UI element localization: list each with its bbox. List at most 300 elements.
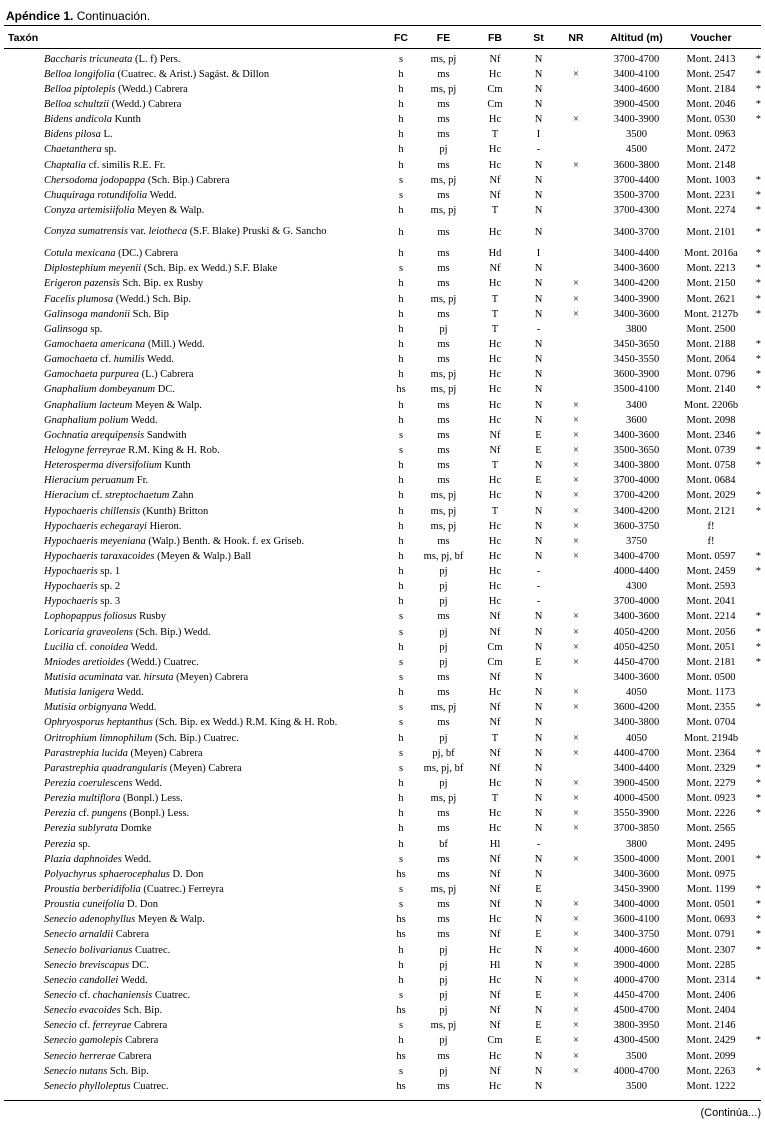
cell-fb: Hl xyxy=(489,838,501,850)
cell-altitud: 4000-4400 xyxy=(613,566,660,578)
table-row xyxy=(4,292,761,307)
cell-voucher: Mont. 2214 xyxy=(686,611,736,623)
cell-st: E xyxy=(535,884,542,896)
cell-fc: h xyxy=(398,944,404,956)
cell-voucher: Mont. 2029 xyxy=(686,490,736,502)
cell-st: N xyxy=(534,159,543,171)
cell-altitud: 3600-4200 xyxy=(613,702,660,714)
cell-altitud: 3400 xyxy=(626,399,647,411)
cell-nr xyxy=(557,670,595,685)
taxon-author: (S.F. Blake) Pruski & G. Sancho xyxy=(187,226,327,238)
cell-voucher: Mont. 2355 xyxy=(686,702,736,714)
cell-fc: h xyxy=(398,596,404,608)
cell-fc: s xyxy=(398,990,404,1001)
cell-altitud: 4400-4700 xyxy=(613,747,660,759)
cell-fc: hs xyxy=(396,1050,406,1062)
table-row xyxy=(4,474,761,489)
taxon-author: (Sch. Bip. ex Wedd.) S.F. Blake xyxy=(141,263,278,275)
taxon-name: Hypochaeris xyxy=(44,581,98,593)
table-row xyxy=(4,262,761,277)
table-row xyxy=(4,173,761,188)
cell-fc: h xyxy=(398,974,404,986)
taxon-author: Cabrera xyxy=(115,1050,152,1062)
taxon-name: Chuquiraga rotundifolia xyxy=(44,189,148,201)
taxon-author: cf. xyxy=(75,808,92,820)
taxon-name: Bidens andicola xyxy=(44,114,112,126)
cell-fb: Nf xyxy=(489,1065,501,1077)
cell-st: E xyxy=(535,1020,542,1032)
taxon-author: (Bonpl.) Less. xyxy=(120,793,183,805)
cell-fc: h xyxy=(398,505,404,517)
cell-fe: pj xyxy=(439,641,448,653)
taxon-author: (DC.) Cabrera xyxy=(115,248,179,260)
cell-fc: h xyxy=(398,1035,404,1047)
cell-star xyxy=(744,580,761,595)
cell-fb: Nf xyxy=(489,672,501,684)
cell-voucher: Mont. 2593 xyxy=(686,581,736,593)
cell-voucher: Mont. 2274 xyxy=(686,204,736,216)
cell-fb: Hc xyxy=(488,278,502,290)
cell-fc: h xyxy=(398,641,404,653)
cell-voucher: Mont. 2127b xyxy=(683,308,739,320)
cell-altitud: 3400-3600 xyxy=(613,308,660,320)
cell-nr: × xyxy=(573,505,579,517)
taxon-name: humilis xyxy=(113,354,145,366)
taxon-author: Cuatrec. xyxy=(132,944,171,956)
table-row xyxy=(4,128,761,143)
table-row xyxy=(4,113,761,128)
caption-label: Apéndice 1. xyxy=(6,9,74,23)
cell-star: * xyxy=(755,550,761,562)
table-row xyxy=(4,188,761,203)
cell-fb: T xyxy=(491,505,499,517)
cell-fb: Hc xyxy=(488,414,502,426)
taxon-author: L. xyxy=(100,129,113,141)
cell-st: N xyxy=(534,550,543,562)
cell-star xyxy=(744,143,761,158)
cell-star: * xyxy=(755,226,761,238)
cell-fe: ms xyxy=(437,68,450,80)
taxon-author: Cuatrec. xyxy=(130,1080,169,1092)
cell-taxon xyxy=(44,837,385,852)
cell-nr: × xyxy=(573,656,579,668)
taxon-author: cf. xyxy=(88,490,105,502)
cell-st: I xyxy=(536,248,541,260)
header-st: St xyxy=(533,32,544,44)
cell-fe: pj xyxy=(439,566,448,578)
table-row xyxy=(4,595,761,610)
cell-fb: Nf xyxy=(489,174,501,186)
cell-fc: h xyxy=(398,520,404,532)
table-row xyxy=(4,519,761,534)
table-row xyxy=(4,443,761,458)
cell-voucher: Mont. 2051 xyxy=(686,641,736,653)
table-row xyxy=(4,489,761,504)
cell-star: * xyxy=(755,762,761,774)
cell-fc: s xyxy=(398,1020,404,1032)
cell-nr: × xyxy=(573,1020,579,1032)
cell-altitud: 3700-4000 xyxy=(613,475,660,487)
cell-altitud: 3450-3900 xyxy=(613,884,660,896)
cell-taxon xyxy=(44,867,385,882)
cell-taxon xyxy=(44,731,385,746)
cell-altitud: 3400-4400 xyxy=(613,762,660,774)
taxon-author: Sch. Bip. xyxy=(107,1065,149,1077)
cell-st: N xyxy=(534,823,543,835)
header-fe: FE xyxy=(436,32,451,44)
cell-nr xyxy=(557,52,595,67)
cell-altitud: 4500-4700 xyxy=(613,1005,660,1017)
cell-altitud: 3400-3600 xyxy=(613,263,660,275)
cell-voucher: Mont. 2307 xyxy=(686,944,736,956)
cell-fc: h xyxy=(398,823,404,835)
cell-fb: Nf xyxy=(489,762,501,774)
cell-nr: × xyxy=(573,823,579,835)
cell-nr: × xyxy=(573,308,579,320)
cell-voucher: Mont. 1003 xyxy=(686,174,736,186)
cell-fe: ms xyxy=(437,475,450,487)
cell-voucher: Mont. 1222 xyxy=(686,1080,736,1092)
cell-fe: ms, pj xyxy=(430,369,457,381)
cell-st: N xyxy=(534,762,543,774)
cell-fb: T xyxy=(491,204,499,216)
continued-note: (Continúa...) xyxy=(700,1107,761,1119)
cell-altitud: 4000-4500 xyxy=(613,793,660,805)
cell-voucher: Mont. 0597 xyxy=(686,550,736,562)
cell-st: N xyxy=(534,747,543,759)
cell-nr: × xyxy=(573,520,579,532)
table-row xyxy=(4,413,761,428)
table-row xyxy=(4,973,761,988)
table-row xyxy=(4,640,761,655)
taxon-name: Lophopappus foliosus xyxy=(44,611,137,623)
cell-fe: ms xyxy=(437,808,450,820)
taxon-name: Plazia daphnoides xyxy=(44,853,122,865)
cell-taxon xyxy=(44,882,385,897)
cell-fb: Hd xyxy=(488,248,502,260)
table-row xyxy=(4,792,761,807)
cell-star: * xyxy=(755,248,761,260)
cell-voucher: Mont. 0530 xyxy=(686,114,736,126)
cell-star xyxy=(744,822,761,837)
cell-st: N xyxy=(534,308,543,320)
cell-fe: ms, pj xyxy=(430,520,457,532)
cell-fb: Nf xyxy=(489,929,501,941)
cell-nr xyxy=(557,203,595,218)
cell-voucher: Mont. 2314 xyxy=(686,974,736,986)
cell-taxon xyxy=(44,640,385,655)
cell-star: * xyxy=(755,944,761,956)
cell-voucher: Mont. 2404 xyxy=(686,1005,736,1017)
cell-altitud: 3500-3700 xyxy=(613,189,660,201)
table-row xyxy=(4,807,761,822)
cell-fe: ms xyxy=(437,226,450,238)
cell-fc: h xyxy=(398,581,404,593)
cell-fc: s xyxy=(398,762,404,774)
cell-voucher: Mont. 2146 xyxy=(686,1020,736,1032)
cell-voucher: Mont. 0796 xyxy=(686,369,736,381)
cell-nr xyxy=(557,97,595,112)
cell-fe: ms, pj xyxy=(430,505,457,517)
cell-st: - xyxy=(536,566,541,578)
taxon-name: Proustia cuneifolia xyxy=(44,899,125,911)
cell-st: N xyxy=(534,717,543,729)
cell-star: * xyxy=(755,1035,761,1047)
cell-fb: T xyxy=(491,793,499,805)
cell-fe: ms xyxy=(437,1080,450,1092)
cell-star: * xyxy=(755,338,761,350)
cell-altitud: 3400-4400 xyxy=(613,248,660,260)
taxon-author: cf. xyxy=(73,641,90,653)
cell-fc: h xyxy=(398,550,404,562)
cell-fc: h xyxy=(398,159,404,171)
cell-altitud: 3500-3650 xyxy=(613,444,660,456)
cell-fc: s xyxy=(398,263,404,275)
cell-fb: Nf xyxy=(489,884,501,896)
cell-voucher: Mont. 0963 xyxy=(686,129,736,141)
cell-taxon xyxy=(44,807,385,822)
table-row xyxy=(4,822,761,837)
cell-taxon xyxy=(44,1004,385,1019)
cell-voucher: Mont. 2150 xyxy=(686,278,736,290)
cell-fb: Nf xyxy=(489,1005,501,1017)
cell-voucher: Mont. 2413 xyxy=(686,53,736,65)
cell-fc: h xyxy=(398,369,404,381)
cell-taxon xyxy=(44,928,385,943)
cell-fe: ms, pj xyxy=(430,490,457,502)
cell-star xyxy=(744,398,761,413)
taxon-name: Diplostephium meyenii xyxy=(44,263,142,275)
taxon-name: Erigeron pazensis xyxy=(44,278,120,290)
cell-fb: Hc xyxy=(488,808,502,820)
taxon-author: Wedd. xyxy=(144,354,174,366)
cell-nr xyxy=(557,368,595,383)
species-table-body xyxy=(4,52,761,1094)
table-row xyxy=(4,97,761,112)
cell-taxon xyxy=(44,292,385,307)
taxon-author: (Wedd.) Cabrera xyxy=(109,98,182,110)
cell-fe: ms xyxy=(437,399,450,411)
cell-fb: Hc xyxy=(488,369,502,381)
cell-taxon xyxy=(44,262,385,277)
cell-fe: ms xyxy=(437,717,450,729)
cell-taxon xyxy=(44,595,385,610)
taxon-name: Mniodes aretioides xyxy=(44,656,125,668)
cell-nr xyxy=(557,580,595,595)
cell-st: N xyxy=(534,68,543,80)
cell-star: * xyxy=(755,747,761,759)
table-row xyxy=(4,913,761,928)
cell-fc: h xyxy=(398,323,404,335)
taxon-name: Senecio phylloleptus xyxy=(44,1080,131,1092)
taxon-name: Gamochaeta xyxy=(44,354,98,366)
cell-altitud: 3700-3850 xyxy=(613,823,660,835)
cell-taxon xyxy=(44,776,385,791)
cell-fc: h xyxy=(398,687,404,699)
cell-nr: × xyxy=(573,1005,579,1017)
cell-fc: h xyxy=(398,293,404,305)
cell-star: * xyxy=(755,611,761,623)
cell-st: N xyxy=(534,853,543,865)
table-row xyxy=(4,368,761,383)
cell-st: N xyxy=(534,399,543,411)
cell-taxon xyxy=(44,686,385,701)
table-row xyxy=(4,247,761,262)
taxon-author: Wedd. xyxy=(128,414,158,426)
cell-taxon xyxy=(44,549,385,564)
cell-taxon xyxy=(44,158,385,173)
cell-voucher: Mont. 2472 xyxy=(686,144,736,156)
cell-st: N xyxy=(534,354,543,366)
cell-fc: h xyxy=(398,226,404,238)
cell-voucher: f! xyxy=(707,520,715,532)
cell-star xyxy=(744,534,761,549)
cell-fc: hs xyxy=(396,384,406,396)
cell-voucher: Mont. 2188 xyxy=(686,338,736,350)
cell-star xyxy=(744,716,761,731)
table-row xyxy=(4,943,761,958)
cell-voucher: Mont. 2098 xyxy=(686,414,736,426)
taxon-author: sp. xyxy=(87,323,103,335)
cell-nr xyxy=(557,128,595,143)
taxon-author: sp. 3 xyxy=(97,596,121,608)
taxon-author: Cabrera xyxy=(131,1020,168,1032)
cell-altitud: 3600 xyxy=(626,414,647,426)
cell-star: * xyxy=(755,369,761,381)
cell-star: * xyxy=(755,793,761,805)
cell-altitud: 4300 xyxy=(626,581,647,593)
cell-nr: × xyxy=(573,793,579,805)
cell-star xyxy=(744,1049,761,1064)
cell-taxon xyxy=(44,368,385,383)
table-row xyxy=(4,353,761,368)
cell-voucher: Mont. 2285 xyxy=(686,959,736,971)
cell-taxon xyxy=(44,143,385,158)
cell-fb: Cm xyxy=(487,83,503,95)
cell-fe: ms xyxy=(437,414,450,426)
cell-fe: ms, pj xyxy=(430,293,457,305)
cell-st: I xyxy=(536,129,541,141)
cell-fb: Hl xyxy=(489,959,501,971)
cell-nr xyxy=(557,1079,595,1094)
cell-nr: × xyxy=(573,778,579,790)
cell-altitud: 3900-4500 xyxy=(613,778,660,790)
cell-nr: × xyxy=(573,490,579,502)
cell-fc: h xyxy=(398,114,404,126)
cell-st: N xyxy=(534,808,543,820)
cell-fc: h xyxy=(398,68,404,80)
cell-star: * xyxy=(755,641,761,653)
cell-nr xyxy=(557,247,595,262)
cell-fb: Nf xyxy=(489,853,501,865)
cell-st: N xyxy=(534,53,543,65)
taxon-name: Senecio candollei xyxy=(44,974,119,986)
cell-voucher: Mont. 2279 xyxy=(686,778,736,790)
cell-fb: Nf xyxy=(489,263,501,275)
cell-fb: Cm xyxy=(487,1035,503,1047)
cell-taxon xyxy=(44,565,385,580)
cell-taxon xyxy=(44,655,385,670)
taxon-name: Heterosperma diversifolium xyxy=(44,460,162,472)
cell-star: * xyxy=(755,914,761,926)
cell-st: N xyxy=(534,944,543,956)
taxon-name: Galinsoga xyxy=(44,323,88,335)
cell-nr: × xyxy=(573,687,579,699)
cell-st: N xyxy=(534,384,543,396)
cell-fb: Hc xyxy=(488,778,502,790)
cell-voucher: Mont. 2500 xyxy=(686,323,736,335)
cell-altitud: 3700-4300 xyxy=(613,204,660,216)
taxon-author: Cabrera xyxy=(122,1035,159,1047)
taxon-name: Hypochaeris taraxacoides xyxy=(44,550,155,562)
cell-fb: Hc xyxy=(488,144,502,156)
cell-taxon xyxy=(44,504,385,519)
cell-star: * xyxy=(755,490,761,502)
cell-fc: h xyxy=(398,414,404,426)
cell-star xyxy=(744,1079,761,1094)
table-row xyxy=(4,852,761,867)
cell-altitud: 3500 xyxy=(626,1050,647,1062)
cell-fe: ms, pj, bf xyxy=(423,550,464,562)
cell-fc: h xyxy=(398,338,404,350)
cell-nr xyxy=(557,565,595,580)
cell-voucher: Mont. 2016a xyxy=(684,248,738,260)
cell-fc: s xyxy=(398,747,404,759)
cell-fb: Hc xyxy=(488,535,502,547)
cell-st: N xyxy=(534,174,543,186)
cell-fb: Hc xyxy=(488,944,502,956)
cell-nr: × xyxy=(573,399,579,411)
cell-nr: × xyxy=(573,278,579,290)
cell-star: * xyxy=(755,853,761,865)
cell-taxon xyxy=(44,534,385,549)
taxon-name: Hypochaeris xyxy=(44,566,98,578)
cell-fe: ms, pj xyxy=(430,174,457,186)
taxon-name: Hypochaeris echegarayi xyxy=(44,520,147,532)
cell-altitud: 3700-4000 xyxy=(613,596,660,608)
cell-altitud: 3700-4400 xyxy=(613,174,660,186)
cell-star xyxy=(744,958,761,973)
cell-star: * xyxy=(755,974,761,986)
cell-fe: ms xyxy=(437,189,450,201)
cell-fb: Hc xyxy=(488,550,502,562)
cell-altitud: 3600-3800 xyxy=(613,159,660,171)
cell-fc: s xyxy=(398,174,404,186)
cell-fe: ms, pj xyxy=(430,793,457,805)
cell-voucher: Mont. 0791 xyxy=(686,929,736,941)
cell-fb: Hc xyxy=(488,914,502,926)
taxon-author: sp. 1 xyxy=(97,566,121,578)
taxon-author: Wedd. xyxy=(147,189,177,201)
table-row xyxy=(4,1079,761,1094)
cell-voucher: Mont. 2429 xyxy=(686,1035,736,1047)
cell-nr xyxy=(557,173,595,188)
cell-star: * xyxy=(755,53,761,65)
table-header-rule xyxy=(4,48,761,49)
cell-fc: h xyxy=(398,808,404,820)
taxon-name: hirsuta xyxy=(143,672,174,684)
cell-st: N xyxy=(534,414,543,426)
cell-voucher: Mont. 2148 xyxy=(686,159,736,171)
cell-altitud: 3400-3600 xyxy=(613,429,660,441)
cell-fb: Nf xyxy=(489,626,501,638)
taxon-name: Baccharis tricuneata xyxy=(44,53,133,65)
cell-nr: × xyxy=(573,990,579,1001)
cell-fe: ms xyxy=(437,853,450,865)
taxon-author: D. Don xyxy=(169,868,204,880)
taxon-author: (L. f) Pers. xyxy=(132,53,181,65)
cell-st: - xyxy=(536,323,541,335)
